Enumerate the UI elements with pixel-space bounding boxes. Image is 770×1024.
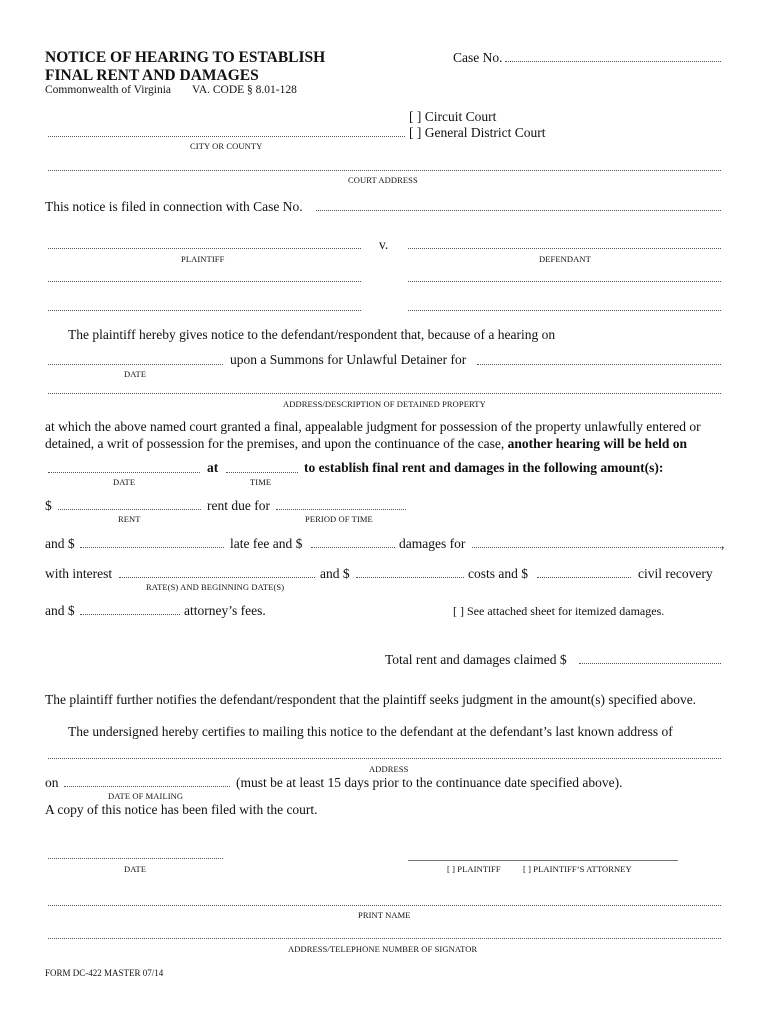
signator-address-caption: ADDRESS/TELEPHONE NUMBER OF SIGNATOR bbox=[288, 944, 478, 954]
costs-amount-field[interactable] bbox=[356, 577, 464, 578]
plaintiff-name-field[interactable] bbox=[48, 248, 361, 249]
property-caption: ADDRESS/DESCRIPTION OF DETAINED PROPERTY bbox=[283, 399, 486, 409]
damages-amount-field[interactable] bbox=[311, 547, 395, 548]
copy-filed-text: A copy of this notice has been filed with the court. bbox=[45, 802, 318, 817]
continuance-date-caption: DATE bbox=[113, 477, 136, 487]
notice-body-line2-bold: another hearing will be held on bbox=[507, 436, 688, 451]
print-name-caption: PRINT NAME bbox=[358, 910, 411, 920]
hearing-date-field[interactable] bbox=[48, 364, 223, 365]
summons-text: upon a Summons for Unlawful Detainer for bbox=[230, 352, 467, 367]
civil-recovery-label: civil recovery bbox=[638, 566, 713, 581]
case-no-label: Case No. bbox=[453, 50, 503, 65]
mailing-address-field[interactable] bbox=[48, 758, 721, 759]
print-name-field[interactable] bbox=[48, 905, 721, 906]
mailing-address-caption: ADDRESS bbox=[369, 764, 409, 774]
and-dollar-attorney: and $ bbox=[45, 603, 75, 618]
notice-body-line2 bbox=[45, 436, 687, 452]
notice-body-line1: at which the above named court granted a final, appealable judgment for possession of the property unlawfully entered or bbox=[45, 419, 701, 434]
case-no-field[interactable] bbox=[505, 61, 721, 62]
prior-text: (must be at least 15 days prior to the continuance date specified above). bbox=[236, 775, 623, 790]
detained-property-field[interactable] bbox=[48, 393, 721, 394]
late-fee-field[interactable] bbox=[80, 547, 224, 548]
interest-rate-field[interactable] bbox=[119, 577, 315, 578]
notice-intro: The plaintiff hereby gives notice to the defendant/respondent that, because of a hearing on bbox=[68, 327, 556, 342]
circuit-court-checkbox[interactable]: [ ] Circuit Court bbox=[409, 109, 497, 124]
court-address-field[interactable] bbox=[48, 170, 721, 171]
attorney-fees-label: attorney’s fees. bbox=[184, 603, 266, 618]
signature-line[interactable] bbox=[408, 860, 678, 861]
plaintiff-line-2[interactable] bbox=[48, 281, 361, 282]
plaintiff-line-3[interactable] bbox=[48, 310, 361, 311]
costs-and-label: costs and $ bbox=[468, 566, 528, 581]
late-fee-label: late fee and $ bbox=[230, 536, 303, 551]
city-county-field[interactable] bbox=[48, 136, 405, 137]
continuance-time-field[interactable] bbox=[226, 472, 298, 473]
rent-dollar-sign: $ bbox=[45, 498, 52, 513]
total-claimed-label: Total rent and damages claimed $ bbox=[385, 652, 567, 667]
rent-due-for-label: rent due for bbox=[207, 498, 270, 513]
on-label: on bbox=[45, 775, 59, 790]
total-claimed-field[interactable] bbox=[579, 663, 721, 664]
city-county-caption: CITY OR COUNTY bbox=[190, 141, 263, 151]
statute-code: VA. CODE § 8.01-128 bbox=[192, 84, 297, 96]
rent-caption: RENT bbox=[118, 514, 141, 524]
plaintiff-checkbox[interactable]: [ ] PLAINTIFF bbox=[447, 864, 501, 874]
rent-amount-field[interactable] bbox=[58, 509, 201, 510]
damages-comma: , bbox=[721, 536, 725, 551]
establish-text: to establish final rent and damages in the following amount(s): bbox=[304, 460, 664, 475]
with-interest-label: with interest bbox=[45, 566, 113, 581]
signator-address-field[interactable] bbox=[48, 938, 721, 939]
first-hearing-date-caption: DATE bbox=[124, 369, 147, 379]
form-id: FORM DC-422 MASTER 07/14 bbox=[45, 968, 164, 978]
signature-date-field[interactable] bbox=[48, 858, 223, 859]
and-dollar-costs: and $ bbox=[320, 566, 350, 581]
general-district-court-checkbox[interactable]: [ ] General District Court bbox=[409, 125, 546, 140]
defendant-name-field[interactable] bbox=[408, 248, 721, 249]
form-title-line2: FINAL RENT AND DAMAGES bbox=[45, 67, 259, 84]
rates-caption: RATE(S) AND BEGINNING DATE(S) bbox=[146, 582, 285, 592]
form-title-line1: NOTICE OF HEARING TO ESTABLISH bbox=[45, 49, 326, 66]
attorney-fees-field[interactable] bbox=[80, 614, 180, 615]
judgment-text: The plaintiff further notifies the defendant/respondent that the plaintiff seeks judgment in the amount(s) specified above. bbox=[45, 692, 697, 707]
mailing-date-field[interactable] bbox=[64, 786, 230, 787]
see-attached-checkbox[interactable]: [ ] See attached sheet for itemized damages. bbox=[453, 604, 665, 618]
continuance-time-caption: TIME bbox=[250, 477, 272, 487]
certify-text: The undersigned hereby certifies to mailing this notice to the defendant at the defendant’s last known address of bbox=[68, 724, 673, 739]
signature-date-caption: DATE bbox=[124, 864, 147, 874]
court-address-caption: COURT ADDRESS bbox=[348, 175, 418, 185]
period-caption: PERIOD OF TIME bbox=[305, 514, 373, 524]
plaintiff-attorney-checkbox[interactable]: [ ] PLAINTIFF’S ATTORNEY bbox=[523, 864, 632, 874]
defendant-line-2[interactable] bbox=[408, 281, 721, 282]
damages-for-field[interactable] bbox=[472, 547, 721, 548]
and-dollar-late-fee: and $ bbox=[45, 536, 75, 551]
damages-for-label: damages for bbox=[399, 536, 466, 551]
notice-body-line2-text: detained, a writ of possession for the premises, and upon the continuance of the case, bbox=[45, 436, 505, 451]
rent-period-field[interactable] bbox=[276, 509, 406, 510]
date-of-mailing-caption: DATE OF MAILING bbox=[108, 791, 184, 801]
at-label: at bbox=[207, 460, 219, 475]
continuance-date-field[interactable] bbox=[48, 472, 200, 473]
versus-label: v. bbox=[379, 237, 389, 252]
summons-for-field[interactable] bbox=[477, 364, 721, 365]
plaintiff-caption: PLAINTIFF bbox=[181, 254, 225, 264]
defendant-line-3[interactable] bbox=[408, 310, 721, 311]
defendant-caption: DEFENDANT bbox=[539, 254, 591, 264]
related-case-no-field[interactable] bbox=[316, 210, 721, 211]
filing-text: This notice is filed in connection with Case No. bbox=[45, 199, 303, 214]
civil-recovery-field[interactable] bbox=[537, 577, 631, 578]
jurisdiction: Commonwealth of Virginia bbox=[45, 84, 172, 96]
